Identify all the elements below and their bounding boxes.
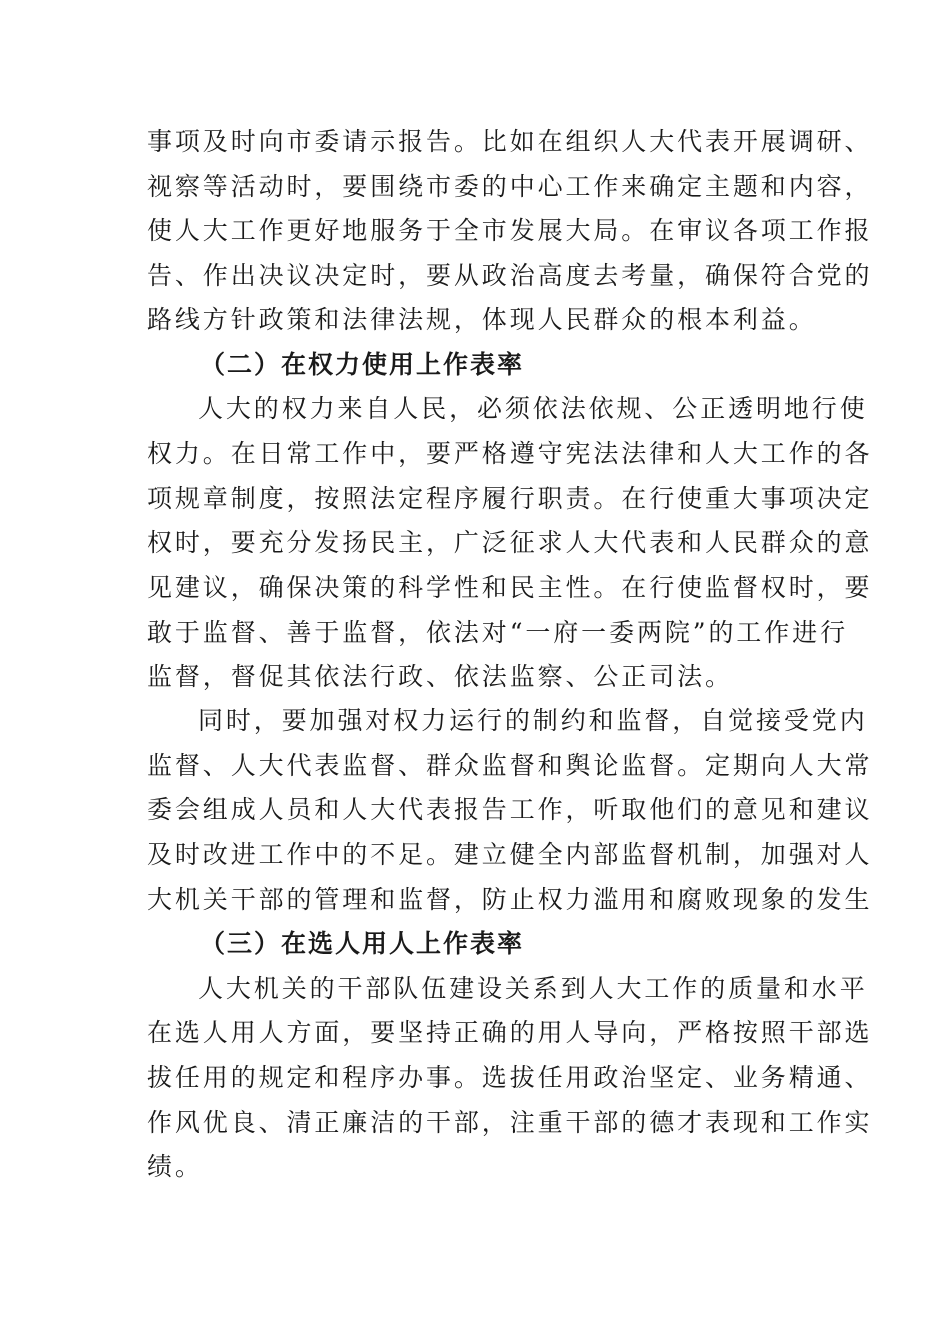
section-heading: （三）在选人用人上作表率 <box>200 929 525 958</box>
text-line: 权时，要充分发扬民主，广泛征求人大代表和人民群众的意 <box>147 528 873 557</box>
text-line: 人大的权力来自人民，必须依法依规、公正透明地行使 <box>198 394 868 423</box>
text-line: 使人大工作更好地服务于全市发展大局。在审议各项工作报 <box>147 216 873 245</box>
text-line: 大机关干部的管理和监督，防止权力滥用和腐败现象的发生 <box>147 885 873 914</box>
text-line: 委会组成人员和人大代表报告工作，听取他们的意见和建议 <box>147 795 873 824</box>
text-line: 事项及时向市委请示报告。比如在组织人大代表开展调研、 <box>147 127 873 156</box>
text-line: 作风优良、清正廉洁的干部，注重干部的德才表现和工作实 <box>147 1108 873 1137</box>
text-line: 权力。在日常工作中，要严格遵守宪法法律和人大工作的各 <box>147 439 873 468</box>
section-heading: （二）在权力使用上作表率 <box>200 350 525 379</box>
text-line: 见建议，确保决策的科学性和民主性。在行使监督权时，要 <box>147 573 873 602</box>
text-line: 项规章制度，按照法定程序履行职责。在行使重大事项决定 <box>147 484 873 513</box>
text-line: 绩。 <box>147 1152 203 1181</box>
text-line: 在选人用人方面，要坚持正确的用人导向，严格按照干部选 <box>147 1018 873 1047</box>
text-line: 敢于监督、善于监督，依法对“一府一委两院”的工作进行 <box>147 618 848 647</box>
text-line: 人大机关的干部队伍建设关系到人大工作的质量和水平 <box>198 974 868 1003</box>
text-line: 监督、人大代表监督、群众监督和舆论监督。定期向人大常 <box>147 751 873 780</box>
text-line: 同时，要加强对权力运行的制约和监督，自觉接受党内 <box>198 706 868 735</box>
text-line: 拔任用的规定和程序办事。选拔任用政治坚定、业务精通、 <box>147 1063 873 1092</box>
text-line: 监督，督促其依法行政、依法监察、公正司法。 <box>147 662 733 691</box>
text-line: 路线方针政策和法律法规，体现人民群众的根本利益。 <box>147 305 817 334</box>
text-line: 视察等活动时，要围绕市委的中心工作来确定主题和内容， <box>147 172 873 201</box>
text-line: 及时改进工作中的不足。建立健全内部监督机制，加强对人 <box>147 840 873 869</box>
text-line: 告、作出决议决定时，要从政治高度去考量，确保符合党的 <box>147 261 873 290</box>
